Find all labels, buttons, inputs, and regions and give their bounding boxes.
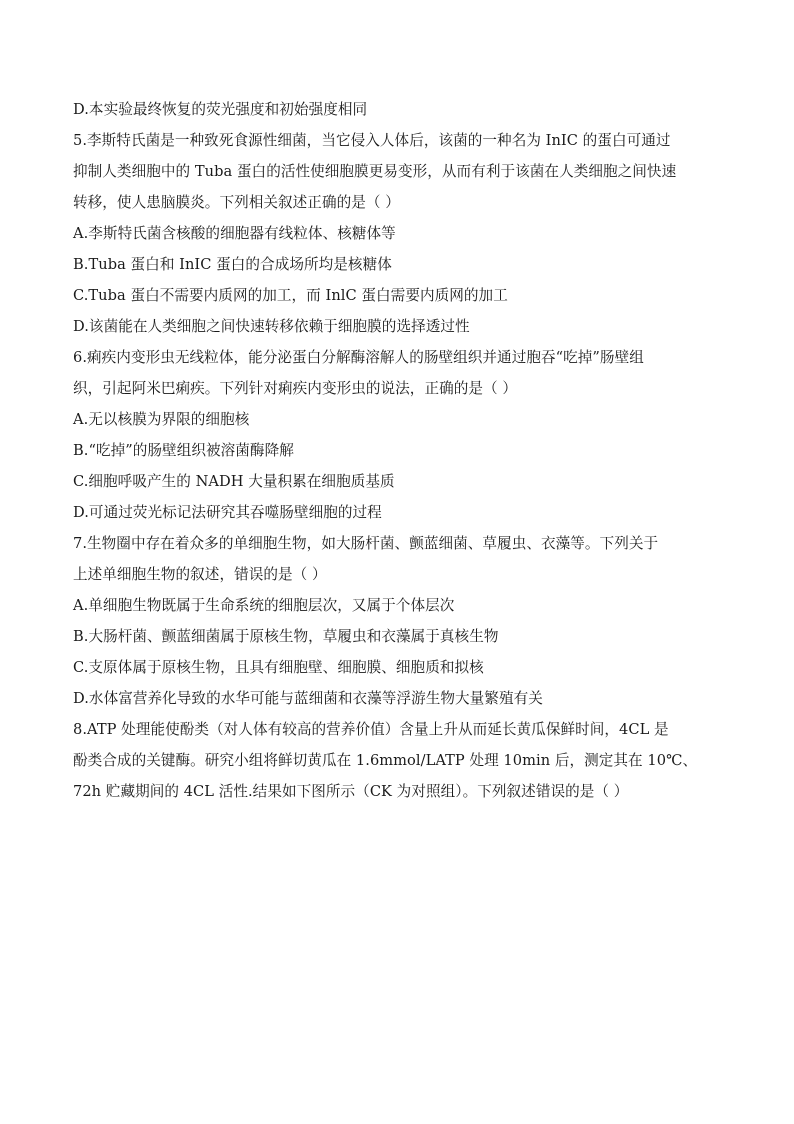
question-8 <box>73 714 723 807</box>
question-7-option-b: B.大肠杆菌、颤蓝细菌属于原核生物，草履虫和衣藻属于真核生物 <box>73 628 499 645</box>
question-5-option-b: B.Tuba 蛋白和 InIC 蛋白的合成场所均是核糖体 <box>73 256 392 273</box>
question-6-option-a: A.无以核膜为界限的细胞核 <box>73 411 250 428</box>
question-6-option-b: B.“吃掉”的肠壁组织被溶菌酶降解 <box>73 442 294 459</box>
question-6-option-c: C.细胞呼吸产生的 NADH 大量积累在细胞质基质 <box>73 473 395 490</box>
question-7-stem-line-1: 7.生物圈中存在着众多的单细胞生物，如大肠杆菌、颤蓝细菌、草履虫、衣藻等。下列关于 <box>73 535 659 552</box>
question-8-stem-line-1: 8.ATP 处理能使酚类（对人体有较高的营养价值）含量上升从而延长黄瓜保鲜时间，4CL 是 <box>73 721 669 738</box>
question-8-stem-line-2: 酚类合成的关键酶。研究小组将鲜切黄瓜在 1.6mmol/LATP 处理 10min 后，测定其在 10℃、 <box>73 752 698 769</box>
question-5-stem-line-3: 转移，使人患脑膜炎。下列相关叙述正确的是（ ） <box>73 194 400 211</box>
question-text-block <box>73 94 723 807</box>
question-5-option-a: A.李斯特氏菌含核酸的细胞器有线粒体、核糖体等 <box>73 225 396 242</box>
question-5-option-d: D.该菌能在人类细胞之间快速转移依赖于细胞膜的选择透过性 <box>73 318 470 335</box>
question-5 <box>73 125 723 342</box>
question-7 <box>73 528 723 714</box>
question-6-stem-line-2: 织，引起阿米巴痢疾。下列针对痢疾内变形虫的说法，正确的是（ ） <box>73 380 518 397</box>
question-6 <box>73 342 723 528</box>
question-8-stem-line-3: 72h 贮藏期间的 4CL 活性.结果如下图所示（CK 为对照组）。下列叙述错误的是（ ） <box>73 783 629 800</box>
question-6-stem-line-1: 6.痢疾内变形虫无线粒体，能分泌蛋白分解酶溶解人的肠壁组织并通过胞吞“吃掉”肠壁组 <box>73 349 644 366</box>
question-5-stem-line-1: 5.李斯特氏菌是一种致死食源性细菌，当它侵入人体后，该菌的一种名为 InIC 的蛋白可通过 <box>73 132 671 149</box>
question-7-option-d: D.水体富营养化导致的水华可能与蓝细菌和衣藻等浮游生物大量繁殖有关 <box>73 690 543 707</box>
question-5-option-c: C.Tuba 蛋白不需要内质网的加工，而 InlC 蛋白需要内质网的加工 <box>73 287 508 304</box>
question-7-option-c: C.支原体属于原核生物，且具有细胞壁、细胞膜、细胞质和拟核 <box>73 659 484 676</box>
question-7-option-a: A.单细胞生物既属于生命系统的细胞层次，又属于个体层次 <box>73 597 455 614</box>
question-5-stem-line-2: 抑制人类细胞中的 Tuba 蛋白的活性使细胞膜更易变形，从而有利于该菌在人类细胞之间快速 <box>73 163 677 180</box>
option-d-prev: D.本实验最终恢复的荧光强度和初始强度相同 <box>73 101 368 118</box>
question-6-option-d: D.可通过荧光标记法研究其吞噬肠壁细胞的过程 <box>73 504 382 521</box>
question-7-stem-line-2: 上述单细胞生物的叙述，错误的是（ ） <box>73 566 327 583</box>
